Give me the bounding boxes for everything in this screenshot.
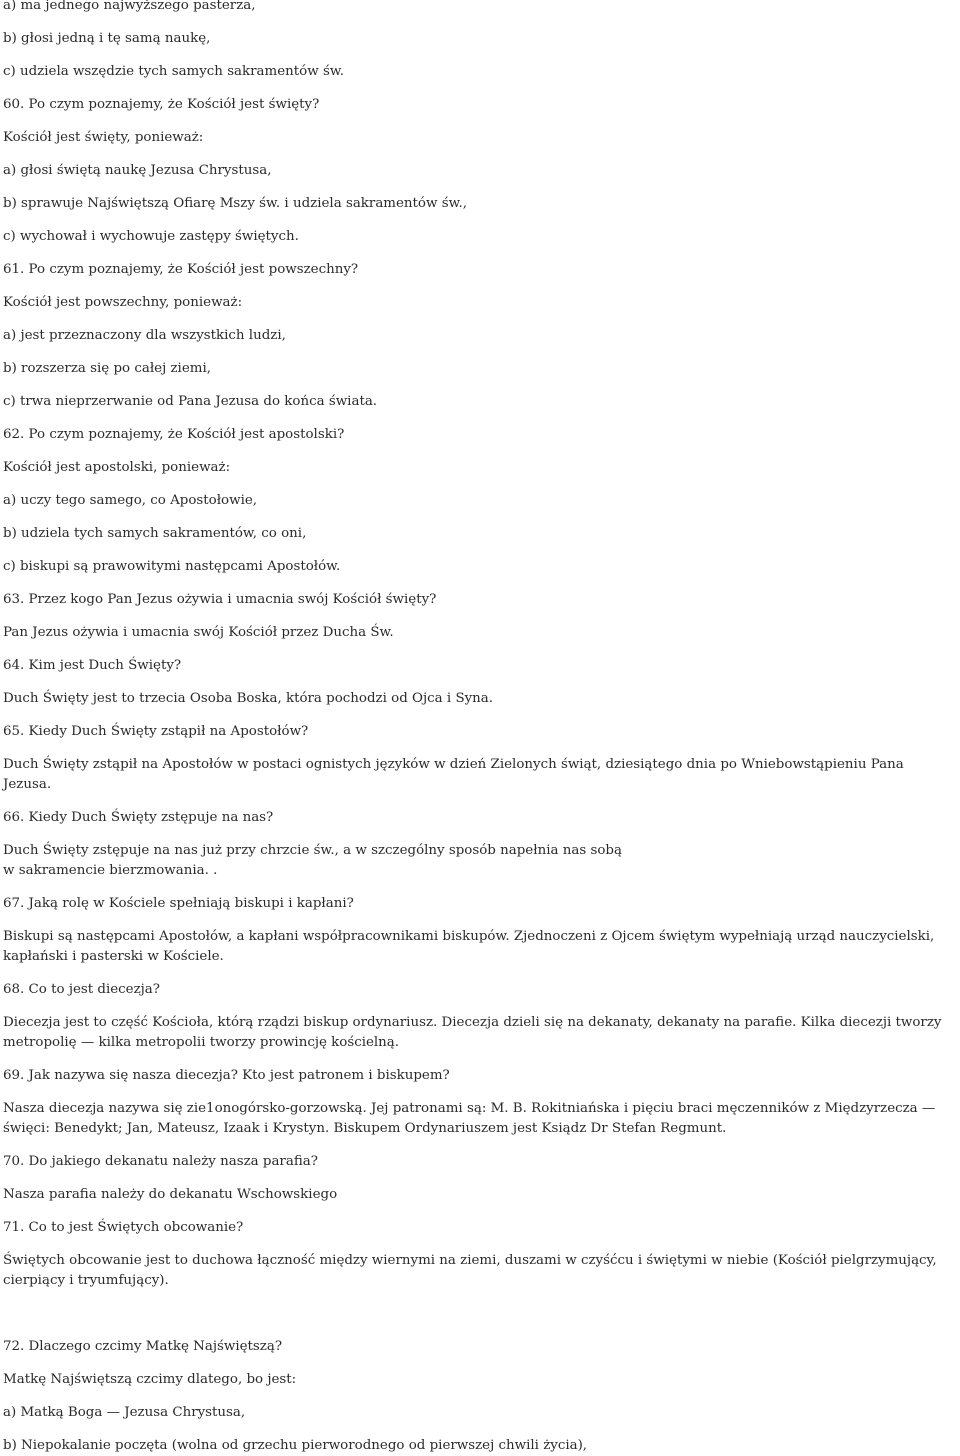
question-heading: 64. Kim jest Duch Święty? bbox=[3, 658, 182, 673]
text-line: c) biskupi są prawowitymi następcami Apostołów. bbox=[3, 559, 341, 574]
text-line: a) uczy tego samego, co Apostołowie, bbox=[3, 493, 258, 508]
question-heading: 69. Jak nazywa się nasza diecezja? Kto jest patronem i biskupem? bbox=[3, 1068, 450, 1083]
question-heading: 67. Jaką rolę w Kościele spełniają biskupi i kapłani? bbox=[3, 896, 354, 911]
text-line: Nasza parafia należy do dekanatu Wschowskiego bbox=[3, 1187, 338, 1202]
question-heading: 60. Po czym poznajemy, że Kościół jest święty? bbox=[3, 97, 320, 112]
text-line: b) Niepokalanie poczęta (wolna od grzechu pierworodnego od pierwszej chwili życia), bbox=[3, 1438, 588, 1453]
text-line: a) jest przeznaczony dla wszystkich ludzi, bbox=[3, 328, 286, 343]
text-line: Duch Święty zstępuje na nas już przy chrzcie św., a w szczególny sposób napełnia nas sobą bbox=[3, 843, 622, 858]
text-paragraph: Świętych obcowanie jest to duchowa łączność między wiernymi na ziemi, duszami w czyśćcu i świętymi w niebie (Kościół pielgrzymujący, cierpiący i tryumfujący). bbox=[3, 1253, 937, 1288]
text-line: Kościół jest apostolski, ponieważ: bbox=[3, 460, 231, 475]
text-line: w sakramencie bierzmowania. . bbox=[3, 863, 218, 878]
text-line: b) sprawuje Najświętszą Ofiarę Mszy św. i udziela sakramentów św., bbox=[3, 196, 467, 211]
question-heading: 71. Co to jest Świętych obcowanie? bbox=[3, 1220, 244, 1235]
text-line: b) udziela tych samych sakramentów, co oni, bbox=[3, 526, 307, 541]
question-heading: 68. Co to jest diecezja? bbox=[3, 982, 160, 997]
text-line: a) Matką Boga — Jezusa Chrystusa, bbox=[3, 1405, 246, 1420]
question-heading: 70. Do jakiego dekanatu należy nasza parafia? bbox=[3, 1154, 318, 1169]
text-line: Duch Święty jest to trzecia Osoba Boska, która pochodzi od Ojca i Syna. bbox=[3, 691, 494, 706]
text-line: c) wychował i wychowuje zastępy świętych. bbox=[3, 229, 299, 244]
text-paragraph: Biskupi są następcami Apostołów, a kapłani współpracownikami biskupów. Zjednoczeni z Ojcem świętym wypełniają urząd nauczycielski, kapłański i pasterski w Kościele. bbox=[3, 929, 935, 964]
document-body bbox=[3, 0, 953, 1456]
text-line: Kościół jest powszechny, ponieważ: bbox=[3, 295, 243, 310]
question-heading: 72. Dlaczego czcimy Matkę Najświętszą? bbox=[3, 1339, 283, 1354]
text-line: a) ma jednego najwyższego pasterza, bbox=[3, 0, 256, 13]
question-heading: 66. Kiedy Duch Święty zstępuje na nas? bbox=[3, 810, 274, 825]
text-line: b) rozszerza się po całej ziemi, bbox=[3, 361, 211, 376]
text-paragraph: Nasza diecezja nazywa się zie1onogórsko-gorzowską. Jej patronami są: M. B. Rokitniańska i pięciu braci męczenników z Międzyrzecza — święci: Benedykt; Jan, Mateusz, Izaak i Krystyn. Biskupem Ordynariuszem jest Ksiądz Dr Stefan Regmunt. bbox=[3, 1101, 936, 1136]
text-line: c) trwa nieprzerwanie od Pana Jezusa do końca świata. bbox=[3, 394, 378, 409]
text-line: b) głosi jedną i tę samą naukę, bbox=[3, 31, 211, 46]
question-heading: 63. Przez kogo Pan Jezus ożywia i umacnia swój Kościół święty? bbox=[3, 592, 437, 607]
text-line: Kościół jest święty, ponieważ: bbox=[3, 130, 204, 145]
text-line: Matkę Najświętszą czcimy dlatego, bo jest: bbox=[3, 1372, 297, 1387]
question-heading: 62. Po czym poznajemy, że Kościół jest apostolski? bbox=[3, 427, 345, 442]
text-line: Duch Święty zstąpił na Apostołów w postaci ognistych języków w dzień Zielonych świąt, dziesiątego dnia po Wniebowstąpieniu Pana Jezusa. bbox=[3, 757, 904, 792]
text-line: Pan Jezus ożywia i umacnia swój Kościół przez Ducha Św. bbox=[3, 625, 394, 640]
text-paragraph: Diecezja jest to część Kościoła, którą rządzi biskup ordynariusz. Diecezja dzieli się na dekanaty, dekanaty na parafie. Kilka diecezji tworzy metropolię — kilka metropolii tworzy prowincję kościelną. bbox=[3, 1015, 942, 1050]
question-heading: 65. Kiedy Duch Święty zstąpił na Apostołów? bbox=[3, 724, 309, 739]
question-heading: 61. Po czym poznajemy, że Kościół jest powszechny? bbox=[3, 262, 359, 277]
text-line: a) głosi świętą naukę Jezusa Chrystusa, bbox=[3, 163, 272, 178]
text-line: c) udziela wszędzie tych samych sakramentów św. bbox=[3, 64, 344, 79]
